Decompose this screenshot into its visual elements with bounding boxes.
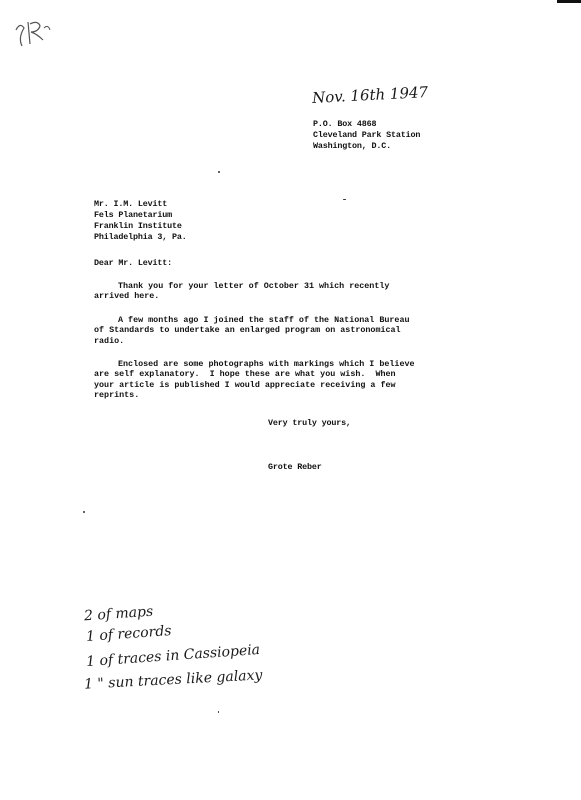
- handwritten-note-2: 1 of records: [85, 623, 172, 645]
- scan-speck: [218, 171, 220, 173]
- recipient-line-2: Fels Planetarium: [94, 210, 173, 220]
- paragraph-line: Thank you for your letter of October 31 which recently: [118, 281, 390, 291]
- signature-name: Grote Reber: [268, 462, 322, 472]
- handwritten-date: Nov. 16th 1947: [311, 82, 429, 108]
- paragraph-line: Enclosed are some photographs with markings which I believe: [118, 359, 415, 369]
- handwritten-note-1: 2 of maps: [83, 603, 154, 625]
- recipient-line-3: Franklin Institute: [94, 221, 182, 231]
- body-paragraph-1: [94, 281, 389, 302]
- handwritten-note-4: 1 " sun traces like galaxy: [83, 667, 263, 693]
- paragraph-line: radio.: [94, 335, 125, 346]
- scan-speck: [83, 511, 85, 513]
- paragraph-line: your article is published I would appreciate receiving a few: [94, 379, 396, 390]
- paragraph-line: arrived here.: [94, 291, 160, 302]
- paragraph-line: A few months ago I joined the staff of the National Bureau: [118, 315, 410, 325]
- handwritten-note-3: 1 of traces in Cassiopeia: [85, 641, 261, 671]
- corner-handwritten-mark-icon: [8, 8, 56, 54]
- recipient-line-4: Philadelphia 3, Pa.: [94, 232, 187, 242]
- body-paragraph-2: [94, 315, 410, 346]
- recipient-line-1: Mr. I.M. Levitt: [94, 199, 168, 209]
- paragraph-line: of Standards to undertake an enlarged program on astronomical: [94, 325, 401, 336]
- body-paragraph-3: [94, 359, 415, 401]
- paragraph-line: reprints.: [94, 390, 140, 401]
- sender-address-line-1: P.O. Box 4868: [313, 119, 377, 129]
- sender-address-line-3: Washington, D.C.: [313, 141, 392, 151]
- sender-address-line-2: Cleveland Park Station: [313, 130, 421, 140]
- paragraph-line: are self explanatory. I hope these are what you wish. When: [94, 369, 396, 380]
- closing: Very truly yours,: [268, 418, 351, 428]
- scan-edge-mark: [557, 0, 581, 3]
- scan-speck: [218, 711, 219, 713]
- scan-speck: [343, 199, 346, 200]
- salutation: Dear Mr. Levitt:: [94, 258, 173, 268]
